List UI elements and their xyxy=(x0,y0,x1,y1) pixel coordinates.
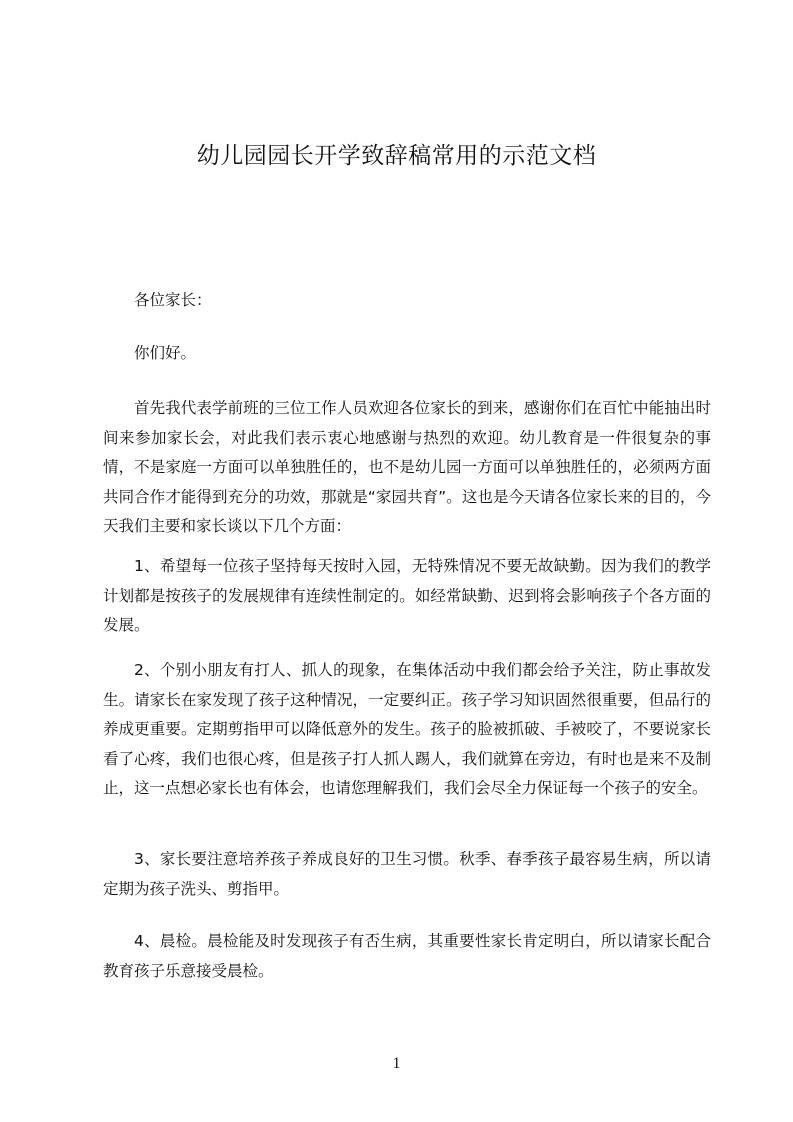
page-number: 1 xyxy=(392,1055,401,1072)
paragraph-point-3 xyxy=(103,845,711,904)
greeting-text: 你们好。 xyxy=(134,344,197,362)
paragraph-text: 4、晨检。晨检能及时发现孩子有否生病，其重要性家长肯定明白，所以请家长配合教育孩子乐意接受晨检。 xyxy=(103,932,711,980)
salutation-text: 各位家长： xyxy=(134,291,212,309)
paragraph-point-2 xyxy=(103,656,711,804)
paragraph-text: 首先我代表学前班的三位工作人员欢迎各位家长的到来，感谢你们在百忙中能抽出时间来参加家长会，对此我们表示衷心地感谢与热烈的欢迎。幼儿教育是一件很复杂的事情，不是家庭一方面可以单独胜任的，也不是幼儿园一方面可以单独胜任的，必须两方面共同合作才能得到充分的功效，那就是“家园共育”。这也是今天请各位家长来的目的，今天我们主要和家长谈以下几个方面： xyxy=(103,399,711,535)
paragraph-point-4 xyxy=(103,927,711,986)
document-title: 幼儿园园长开学致辞稿常用的示范文档 xyxy=(196,143,597,169)
paragraph-intro xyxy=(103,394,711,542)
paragraph-text: 2、个别小朋友有打人、抓人的现象，在集体活动中我们都会给予关注，防止事故发生。请家长在家发现了孩子这种情况，一定要纠正。孩子学习知识固然很重要，但品行的养成更重要。定期剪指甲可以降低意外的发生。孩子的脸被抓破、手被咬了，不要说家长看了心疼，我们也很心疼，但是孩子打人抓人踢人，我们就算在旁边，有时也是来不及制止，这一点想必家长也有体会，也请您理解我们，我们会尽全力保证每一个孩子的安全。 xyxy=(103,661,711,797)
paragraph-point-1 xyxy=(103,552,711,641)
paragraph-text: 1、希望每一位孩子坚持每天按时入园，无特殊情况不要无故缺勤。因为我们的教学计划都是按孩子的发展规律有连续性制定的。如经常缺勤、迟到将会影响孩子个各方面的发展。 xyxy=(103,557,711,634)
salutation xyxy=(103,286,711,316)
paragraph-text: 3、家长要注意培养孩子养成良好的卫生习惯。秋季、春季孩子最容易生病，所以请定期为孩子洗头、剪指甲。 xyxy=(103,850,711,898)
greeting xyxy=(103,339,711,369)
